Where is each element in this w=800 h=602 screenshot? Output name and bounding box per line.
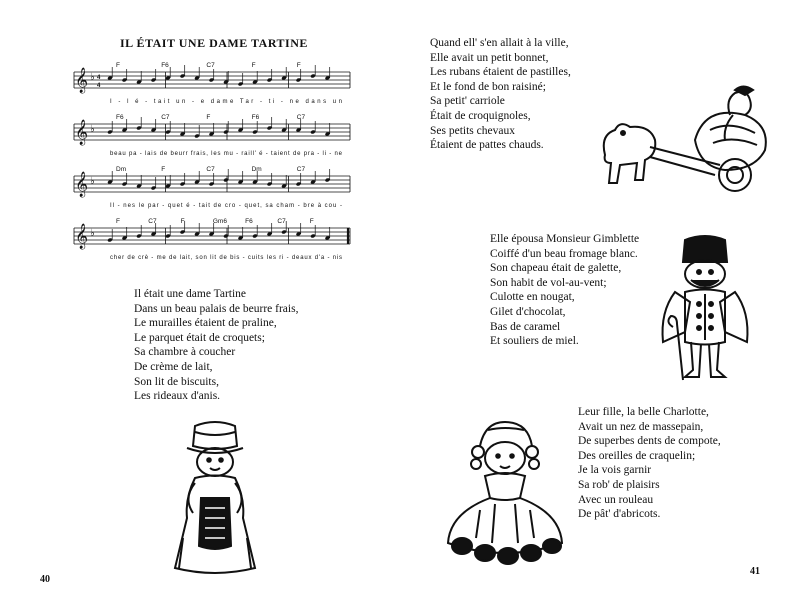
chord-symbol: F6 bbox=[251, 114, 260, 121]
chord-symbol: Dm bbox=[251, 166, 262, 173]
chord-symbol: F bbox=[161, 166, 166, 173]
poem-line: Coiffé d'un beau fromage blanc. bbox=[490, 247, 638, 260]
page-number-left: 40 bbox=[40, 574, 50, 585]
poem-line: Elle épousa Monsieur Gimblette bbox=[490, 233, 640, 245]
song-title: IL ÉTAIT UNE DAME TARTINE bbox=[120, 36, 308, 50]
gentleman-illustration bbox=[655, 232, 765, 382]
lyrics-line: cher de crè - me de lait, son lit de bis - cuits les ri - deaux d'a - nis bbox=[110, 255, 343, 261]
treble-clef-icon: 𝄞 bbox=[75, 224, 89, 249]
flat-sign-icon: ♭ bbox=[90, 176, 95, 187]
poem-line: Et le fond de bon raisiné; bbox=[430, 80, 546, 93]
poem-line: De superbes dents de compote, bbox=[578, 435, 721, 448]
chord-symbol: F bbox=[180, 218, 185, 225]
poem-line: Bas de caramel bbox=[490, 320, 561, 333]
lyrics-line: beau pa - lais de beurr frais, les mu - raill' é - taient de pra - li - ne bbox=[110, 151, 342, 157]
poem-line: Était de croquignoles, bbox=[430, 109, 531, 122]
lyrics-line: I - l é - tait un - e dame Tar - ti - ne dans un bbox=[110, 99, 343, 105]
treble-clef-icon: 𝄞 bbox=[75, 68, 89, 93]
poem-line: Les rubans étaient de pastilles, bbox=[430, 66, 571, 79]
charlotte-illustration bbox=[440, 418, 570, 568]
lady-tartine-illustration bbox=[165, 418, 265, 583]
carriage-illustration bbox=[595, 85, 775, 205]
stanza-second bbox=[430, 36, 571, 153]
poem-line: Le murailles étaient de praline, bbox=[134, 317, 277, 330]
lyrics-line: Il - nes le par - quet é - tait de cro - quet, sa cham - bre à cou - bbox=[110, 203, 343, 209]
poem-line: Je la vois garnir bbox=[578, 464, 652, 477]
chord-symbol: C7 bbox=[206, 166, 215, 173]
chord-symbol: C7 bbox=[161, 114, 170, 121]
poem-line: Étaient de pattes chauds. bbox=[430, 139, 544, 152]
page-number-right: 41 bbox=[750, 566, 760, 577]
flat-sign-icon: ♭ bbox=[90, 72, 95, 83]
poem-line: Ses petits chevaux bbox=[430, 124, 515, 137]
poem-line: De pât' d'abricots. bbox=[578, 508, 661, 521]
flat-sign-icon: ♭ bbox=[90, 228, 95, 239]
stanza-third bbox=[490, 232, 639, 349]
flat-sign-icon: ♭ bbox=[90, 124, 95, 135]
chord-symbol: Gm6 bbox=[212, 218, 227, 225]
treble-clef-icon: 𝄞 bbox=[75, 172, 89, 197]
poem-line: Quand ell' s'en allait à la ville, bbox=[430, 37, 569, 49]
poem-line: Dans un beau palais de beurre frais, bbox=[134, 302, 299, 315]
poem-line: Son habit de vol-au-vent; bbox=[490, 276, 607, 289]
poem-line: Son lit de biscuits, bbox=[134, 375, 219, 388]
poem-line: Les rideaux d'anis. bbox=[134, 390, 221, 403]
chord-symbol: C7 bbox=[148, 218, 157, 225]
chord-symbol: C7 bbox=[296, 114, 306, 121]
poem-line: De crème de lait, bbox=[134, 360, 213, 373]
chord-symbol: Dm bbox=[116, 166, 127, 173]
chord-symbol: C7 bbox=[277, 218, 286, 225]
music-score bbox=[62, 56, 352, 271]
poem-line: Sa petit' carriole bbox=[430, 95, 505, 108]
poem-line: Avait un nez de massepain, bbox=[578, 420, 704, 433]
poem-line: Sa rob' de plaisirs bbox=[578, 478, 660, 491]
chord-symbol: F bbox=[251, 62, 256, 69]
poem-line: Gilet d'chocolat, bbox=[490, 305, 566, 318]
chord-symbol: F6 bbox=[116, 114, 124, 121]
chord-symbol: F bbox=[309, 218, 314, 225]
poem-line: Des oreilles de craquelin; bbox=[578, 449, 696, 462]
time-signature-top: 4 bbox=[97, 75, 101, 81]
stanza-fourth bbox=[578, 405, 721, 522]
poem-line: Il était une dame Tartine bbox=[134, 288, 247, 300]
chord-symbol: F6 bbox=[245, 218, 253, 225]
chord-symbol: F bbox=[116, 218, 120, 225]
poem-line: Son chapeau était de galette, bbox=[490, 262, 622, 275]
poem-line: Leur fille, la belle Charlotte, bbox=[578, 406, 709, 418]
poem-line: Sa chambre à coucher bbox=[134, 346, 236, 359]
poem-line: Avec un rouleau bbox=[578, 493, 654, 506]
chord-symbol: F bbox=[296, 62, 301, 69]
chord-symbol: F bbox=[206, 114, 211, 121]
poem-line: Le parquet était de croquets; bbox=[134, 331, 265, 344]
poem-line: Et souliers de miel. bbox=[490, 335, 579, 348]
chord-symbol: F bbox=[116, 62, 120, 69]
poem-line: Culotte en nougat, bbox=[490, 291, 575, 304]
chord-symbol: F6 bbox=[161, 62, 169, 69]
stanza-first bbox=[134, 287, 298, 404]
treble-clef-icon: 𝄞 bbox=[75, 120, 89, 145]
chord-symbol: C7 bbox=[296, 166, 306, 173]
poem-line: Elle avait un petit bonnet, bbox=[430, 51, 549, 64]
time-signature-bottom: 4 bbox=[97, 83, 101, 89]
chord-symbol: C7 bbox=[206, 62, 215, 69]
